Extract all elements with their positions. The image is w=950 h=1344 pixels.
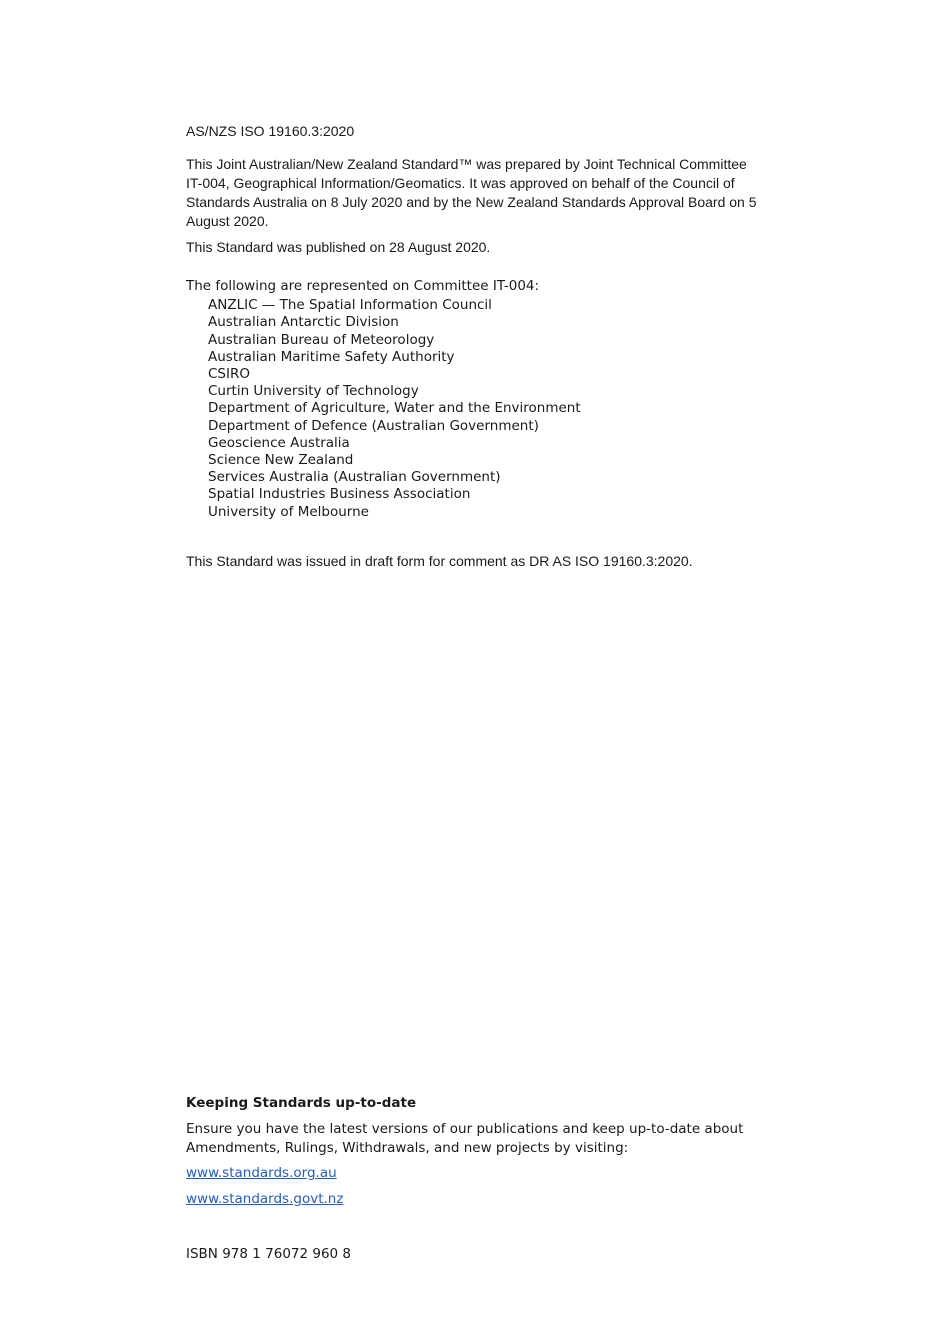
committee-member: University of Melbourne	[208, 503, 369, 520]
committee-block	[186, 278, 766, 521]
committee-member-list	[186, 297, 766, 521]
intro-paragraph: This Joint Australian/New Zealand Standard™ was prepared by Joint Technical Committee IT-004, Geographical Information/Geomatics. It was approved on behalf of the Council of Standards Australia on 8 July 2020 and by the New Zealand Standards Approval Board on 5 August 2020.	[186, 156, 757, 229]
committee-member: Australian Antarctic Division	[208, 314, 399, 331]
draft-note: This Standard was issued in draft form for comment as DR AS ISO 19160.3:2020.	[186, 553, 693, 569]
committee-member: Services Australia (Australian Government)	[208, 469, 501, 486]
standards-au-link[interactable]: www.standards.org.au	[186, 1165, 337, 1181]
keeping-standards-heading: Keeping Standards up-to-date	[186, 1095, 417, 1111]
committee-member: Department of Agriculture, Water and the Environment	[208, 400, 581, 417]
committee-member: Department of Defence (Australian Government)	[208, 417, 539, 434]
committee-heading: The following are represented on Committee IT-004:	[186, 278, 540, 294]
published-line: This Standard was published on 28 August 2020.	[186, 239, 491, 255]
committee-member: Curtin University of Technology	[208, 383, 419, 400]
committee-member: Spatial Industries Business Association	[208, 486, 471, 503]
standards-nz-link[interactable]: www.standards.govt.nz	[186, 1191, 344, 1207]
committee-member: CSIRO	[208, 366, 250, 383]
committee-member: Geoscience Australia	[208, 434, 350, 451]
committee-member: Science New Zealand	[208, 452, 354, 469]
committee-member: Australian Maritime Safety Authority	[208, 348, 455, 365]
keeping-standards-text: Ensure you have the latest versions of our publications and keep up-to-date about Amendments, Rulings, Withdrawals, and new projects by visiting:	[186, 1121, 744, 1156]
committee-member: Australian Bureau of Meteorology	[208, 331, 435, 348]
committee-member: ANZLIC — The Spatial Information Council	[208, 297, 492, 314]
isbn: ISBN 978 1 76072 960 8	[186, 1246, 352, 1262]
document-id: AS/NZS ISO 19160.3:2020	[186, 123, 355, 139]
